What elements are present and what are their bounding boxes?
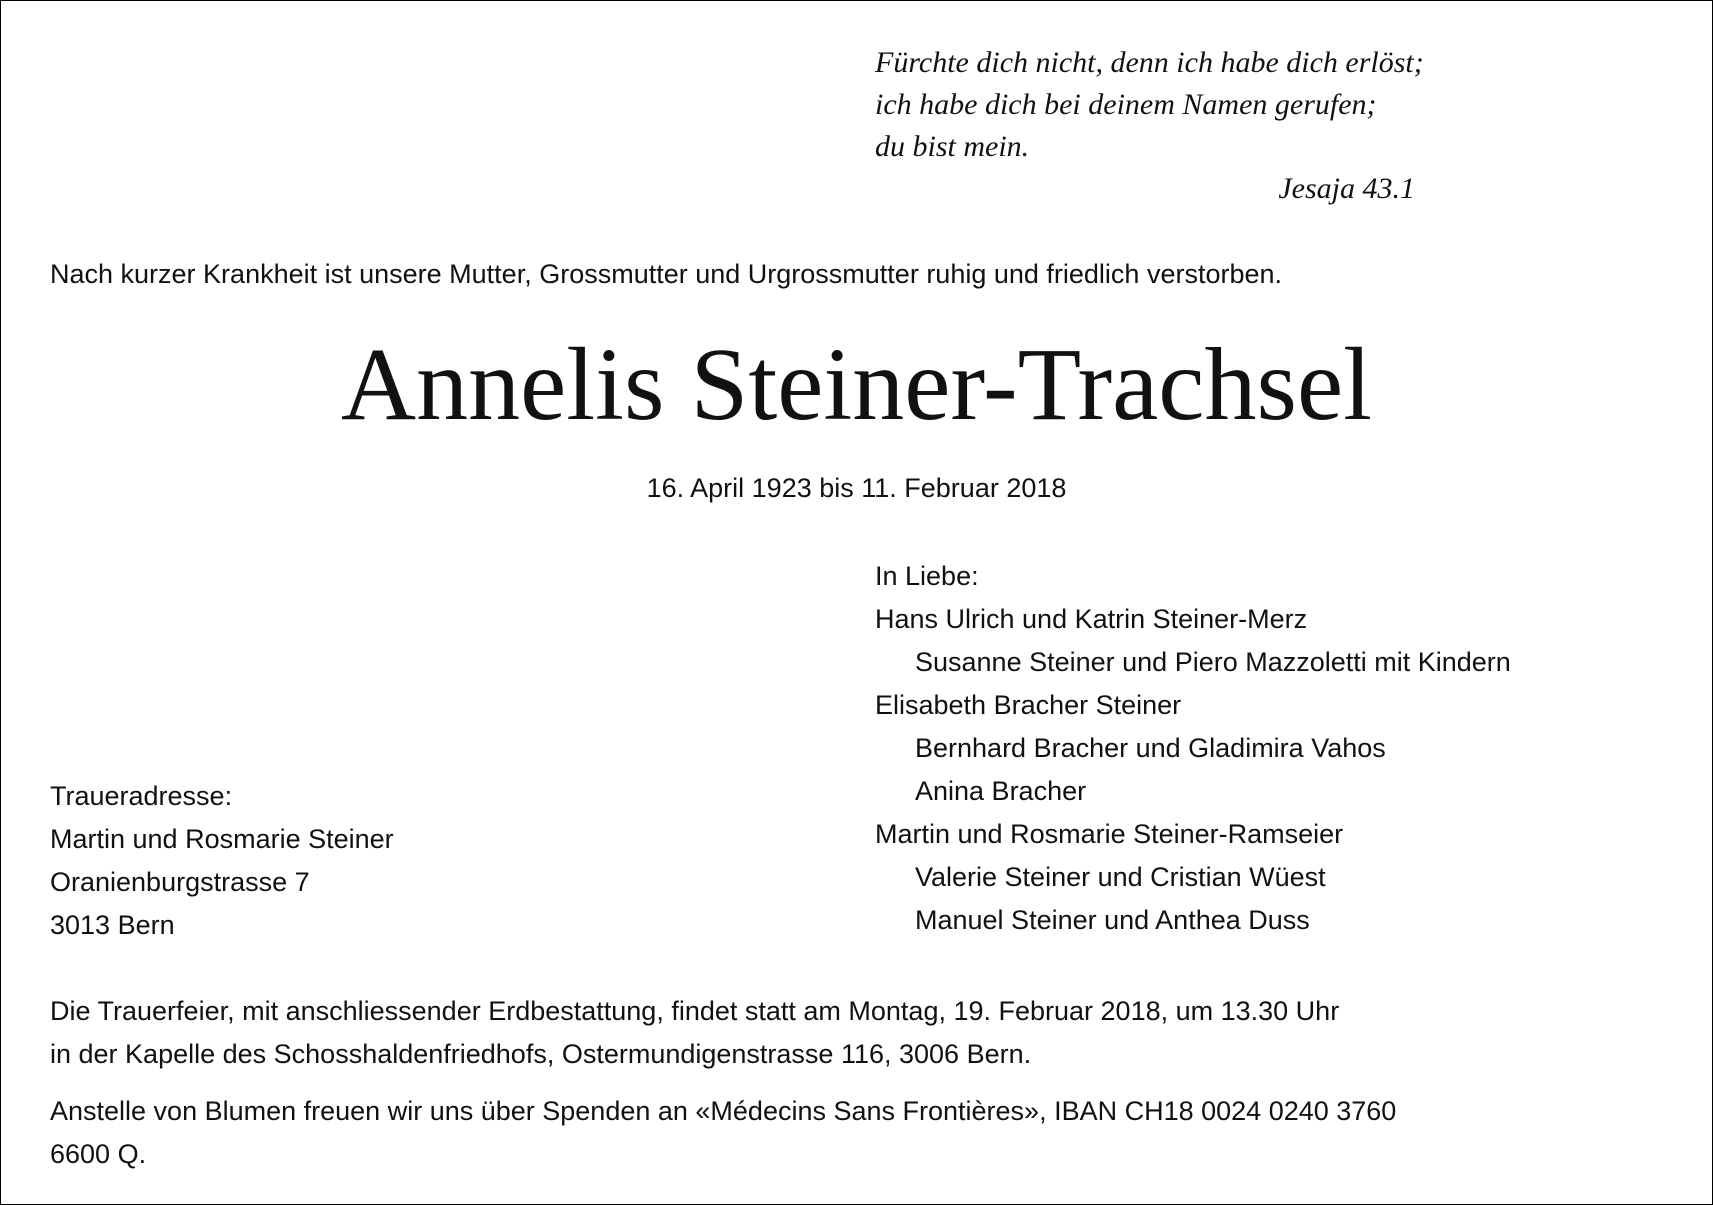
verse-line-3: du bist mein. [875, 130, 1030, 163]
mourner-entry: Valerie Steiner und Cristian Wüest [915, 862, 1326, 892]
verse-reference: Jesaja 43.1 [1278, 172, 1415, 205]
mourning-address [50, 775, 650, 947]
address-street: Oranienburgstrasse 7 [50, 867, 310, 897]
intro-text: Nach kurzer Krankheit ist unsere Mutter, Grossmutter und Urgrossmutter ruhig und friedlich verstorben. [50, 259, 1283, 289]
donation-line-1: Anstelle von Blumen freuen wir uns über Spenden an «Médecins Sans Frontières», IBAN CH18 0024 0240 3760 [50, 1096, 1397, 1126]
deceased-name: Annelis Steiner-Trachsel [340, 327, 1372, 442]
mourner-entry: Martin und Rosmarie Steiner-Ramseier [875, 819, 1344, 849]
mourner-entry: Susanne Steiner und Piero Mazzoletti mit Kindern [915, 647, 1511, 677]
mourners-heading: In Liebe: [875, 561, 979, 591]
donation-info [50, 1090, 1680, 1176]
funeral-service-info [50, 990, 1680, 1076]
mourner-entry: Anina Bracher [915, 776, 1087, 806]
service-line-1: Die Trauerfeier, mit anschliessender Erdbestattung, findet statt am Montag, 19. Februar 2018, um 13.30 Uhr [50, 996, 1340, 1026]
service-line-2: in der Kapelle des Schosshaldenfriedhofs, Ostermundigenstrasse 116, 3006 Bern. [50, 1039, 1032, 1069]
address-label: Traueradresse: [50, 781, 233, 811]
life-dates: 16. April 1923 bis 11. Februar 2018 [646, 473, 1067, 503]
mourner-entry: Hans Ulrich und Katrin Steiner-Merz [875, 604, 1308, 634]
verse-line-2: ich habe dich bei deinem Namen gerufen; [875, 88, 1377, 121]
mourners-list [875, 555, 1675, 942]
verse-line-1: Fürchte dich nicht, denn ich habe dich erlöst; [875, 46, 1424, 79]
address-name: Martin und Rosmarie Steiner [50, 824, 394, 854]
address-city: 3013 Bern [50, 910, 175, 940]
donation-line-2: 6600 Q. [50, 1139, 147, 1169]
mourner-entry: Elisabeth Bracher Steiner [875, 690, 1182, 720]
bible-verse [875, 42, 1525, 210]
mourner-entry: Bernhard Bracher und Gladimira Vahos [915, 733, 1386, 763]
mourner-entry: Manuel Steiner und Anthea Duss [915, 905, 1310, 935]
